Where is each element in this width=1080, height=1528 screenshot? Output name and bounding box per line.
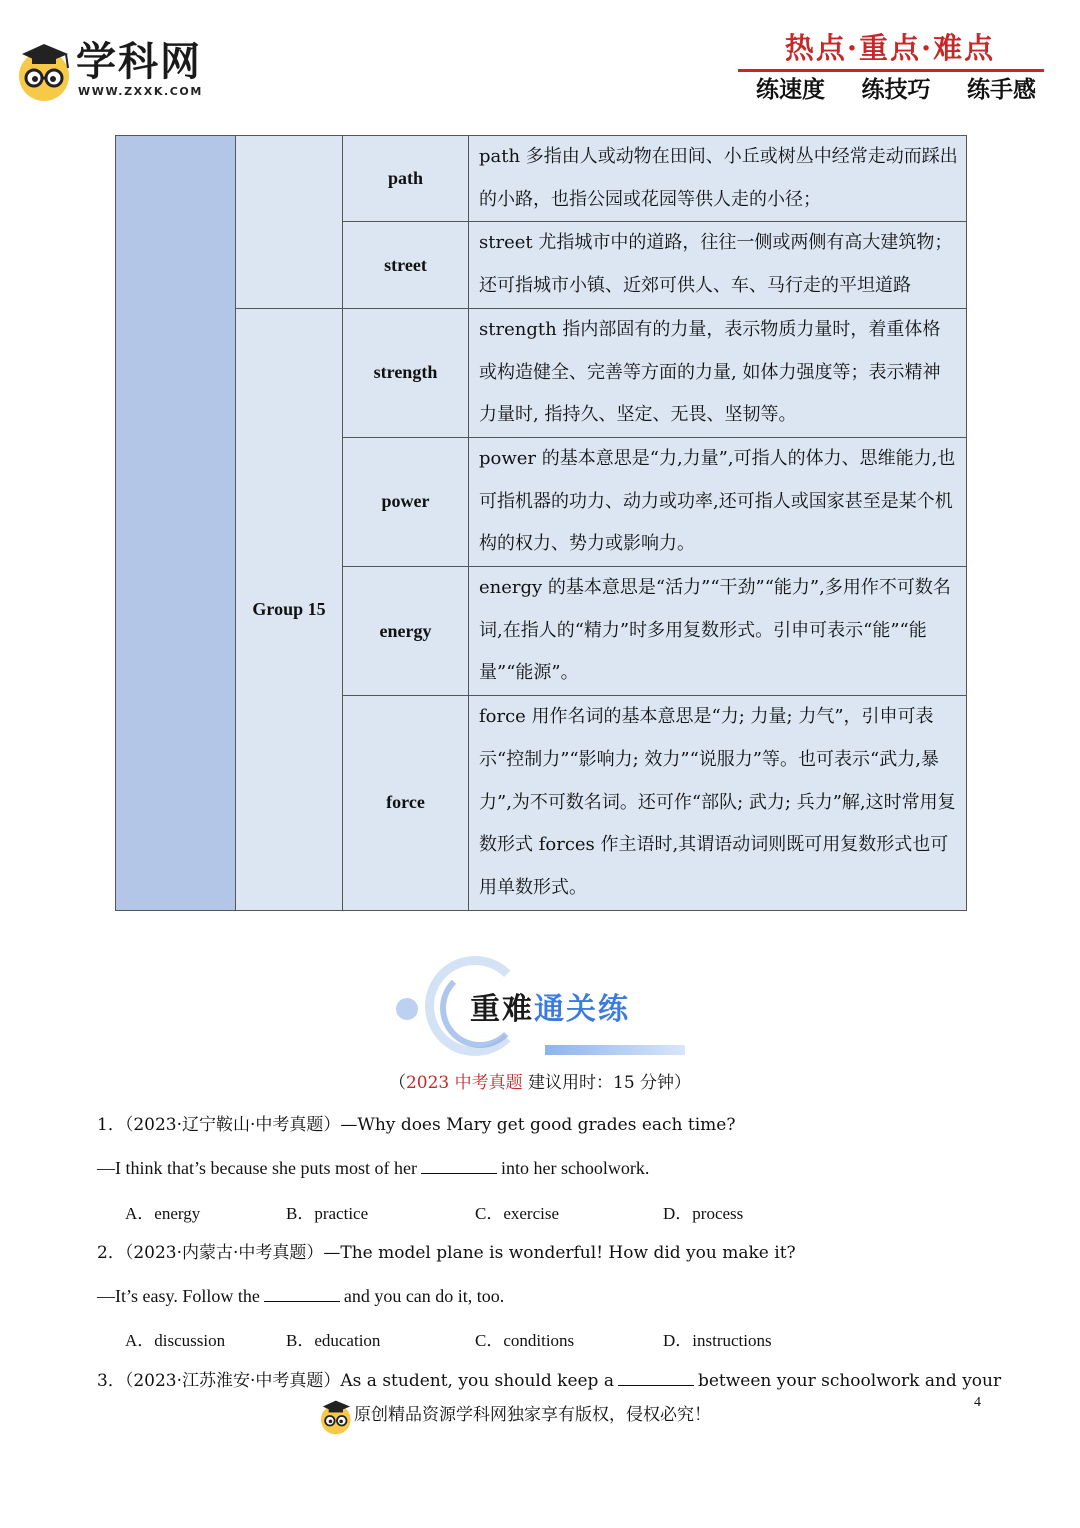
definition-cell: power 的基本意思是“力,力量”,可指人的体力、思维能力,也可指机器的功力、动力或功率,还可指人或国家甚至是某个机构的权力、势力或影响力。 — [469, 437, 967, 566]
question-2-stem: 2．（2023·内蒙古·中考真题）—The model plane is wonderful! How did you make it? — [97, 1243, 796, 1263]
section-title — [470, 990, 630, 1030]
subtitle-item: 练技巧 — [861, 77, 931, 103]
definition-cell: strength 指内部固有的力量，表示物质力量时，着重体格或构造健全、完善等方面的力量, 如体力强度等；表示精神力量时, 指持久、坚定、无畏、坚韧等。 — [469, 308, 967, 437]
response-text: and you can do it, too. — [343, 1286, 505, 1306]
response-text: into her schoolwork. — [500, 1158, 650, 1178]
answer-blank — [421, 1157, 497, 1174]
option-b[interactable]: B．practice — [286, 1204, 369, 1223]
exam-note — [0, 1071, 1080, 1095]
subtitle-item: 练速度 — [756, 77, 825, 103]
option-c[interactable]: C．exercise — [475, 1204, 560, 1223]
word-cell: power — [343, 437, 469, 566]
logo-mascot-icon — [14, 38, 78, 102]
vocabulary-table — [115, 135, 967, 911]
table-row — [116, 136, 967, 222]
word-cell: strength — [343, 308, 469, 437]
word-cell: path — [343, 136, 469, 222]
question-2-response — [97, 1284, 504, 1308]
response-text: —I think that’s because she puts most of her — [97, 1158, 417, 1178]
page-number: 4 — [974, 1395, 981, 1410]
word-cell: energy — [343, 567, 469, 696]
group-cell — [236, 136, 343, 309]
question-1-response — [97, 1156, 649, 1180]
subtitle-item: 练手感 — [967, 77, 1036, 103]
option-a[interactable]: A．energy — [125, 1204, 201, 1223]
definition-cell: energy 的基本意思是“活力”“干劲”“能力”,多用作不可数名词,在指人的“精力”时多用复数形式。引申可表示“能”“能量”“能源”。 — [469, 567, 967, 696]
banner-underline — [545, 1045, 685, 1055]
section-title-dark: 重难 — [470, 992, 534, 1027]
answer-blank — [618, 1369, 694, 1386]
word-cell: street — [343, 222, 469, 308]
question-1-stem: 1．（2023·辽宁鞍山·中考真题）—Why does Mary get good grades each time? — [97, 1115, 736, 1135]
definition-cell: path 多指由人或动物在田间、小丘或树丛中经常走动而踩出的小路，也指公园或花园等供人走的小径； — [469, 136, 967, 222]
group-column — [116, 136, 236, 911]
answer-blank — [264, 1285, 340, 1302]
logo-text: 学科网 — [76, 39, 202, 85]
table-row — [116, 308, 967, 437]
note-open: （ — [388, 1073, 406, 1093]
question-3-stem — [97, 1369, 1001, 1393]
response-text: —It’s easy. Follow the — [97, 1286, 260, 1306]
stem-text: 3．（2023·江苏淮安·中考真题）As a student, you should keep a — [97, 1371, 614, 1391]
stem-text: between your schoolwork and your — [697, 1371, 1002, 1391]
word-cell: force — [343, 696, 469, 911]
header-divider — [738, 69, 1044, 72]
header-slogan: 热点·重点·难点 — [784, 31, 996, 65]
definition-cell: force 用作名词的基本意思是“力; 力量; 力气”，引申可表示“控制力”“影响力; 效力”“说服力”等。也可表示“武力,暴力”,为不可数名词。还可作“部队; 武力; 兵力”解,这时常用复数形式 forces 作主语时,其谓语动词则既可用复数形式也可用单数形式。 — [469, 696, 967, 911]
note-time: 建议用时：15 分钟） — [522, 1073, 692, 1093]
option-d[interactable]: D．process — [663, 1204, 744, 1223]
option-d[interactable]: D．instructions — [663, 1331, 772, 1350]
option-b[interactable]: B．education — [286, 1331, 381, 1350]
footer-mascot-icon — [318, 1396, 356, 1436]
copyright-notice: 原创精品资源学科网独家享有版权，侵权必究！ — [354, 1405, 711, 1425]
banner-dot-icon — [396, 998, 418, 1020]
header-subtitle — [756, 75, 1036, 105]
option-c[interactable]: C．conditions — [475, 1331, 575, 1350]
definition-cell: street 尤指城市中的道路，往往一侧或两侧有高大建筑物；还可指城市小镇、近郊可供人、车、马行走的平坦道路 — [469, 222, 967, 308]
logo-url: WWW.ZXXK.COM — [78, 85, 203, 98]
section-title-blue: 通关练 — [534, 992, 630, 1027]
note-source: 2023 中考真题 — [405, 1073, 523, 1093]
group-label: Group 15 — [236, 308, 343, 910]
option-a[interactable]: A．discussion — [125, 1331, 226, 1350]
